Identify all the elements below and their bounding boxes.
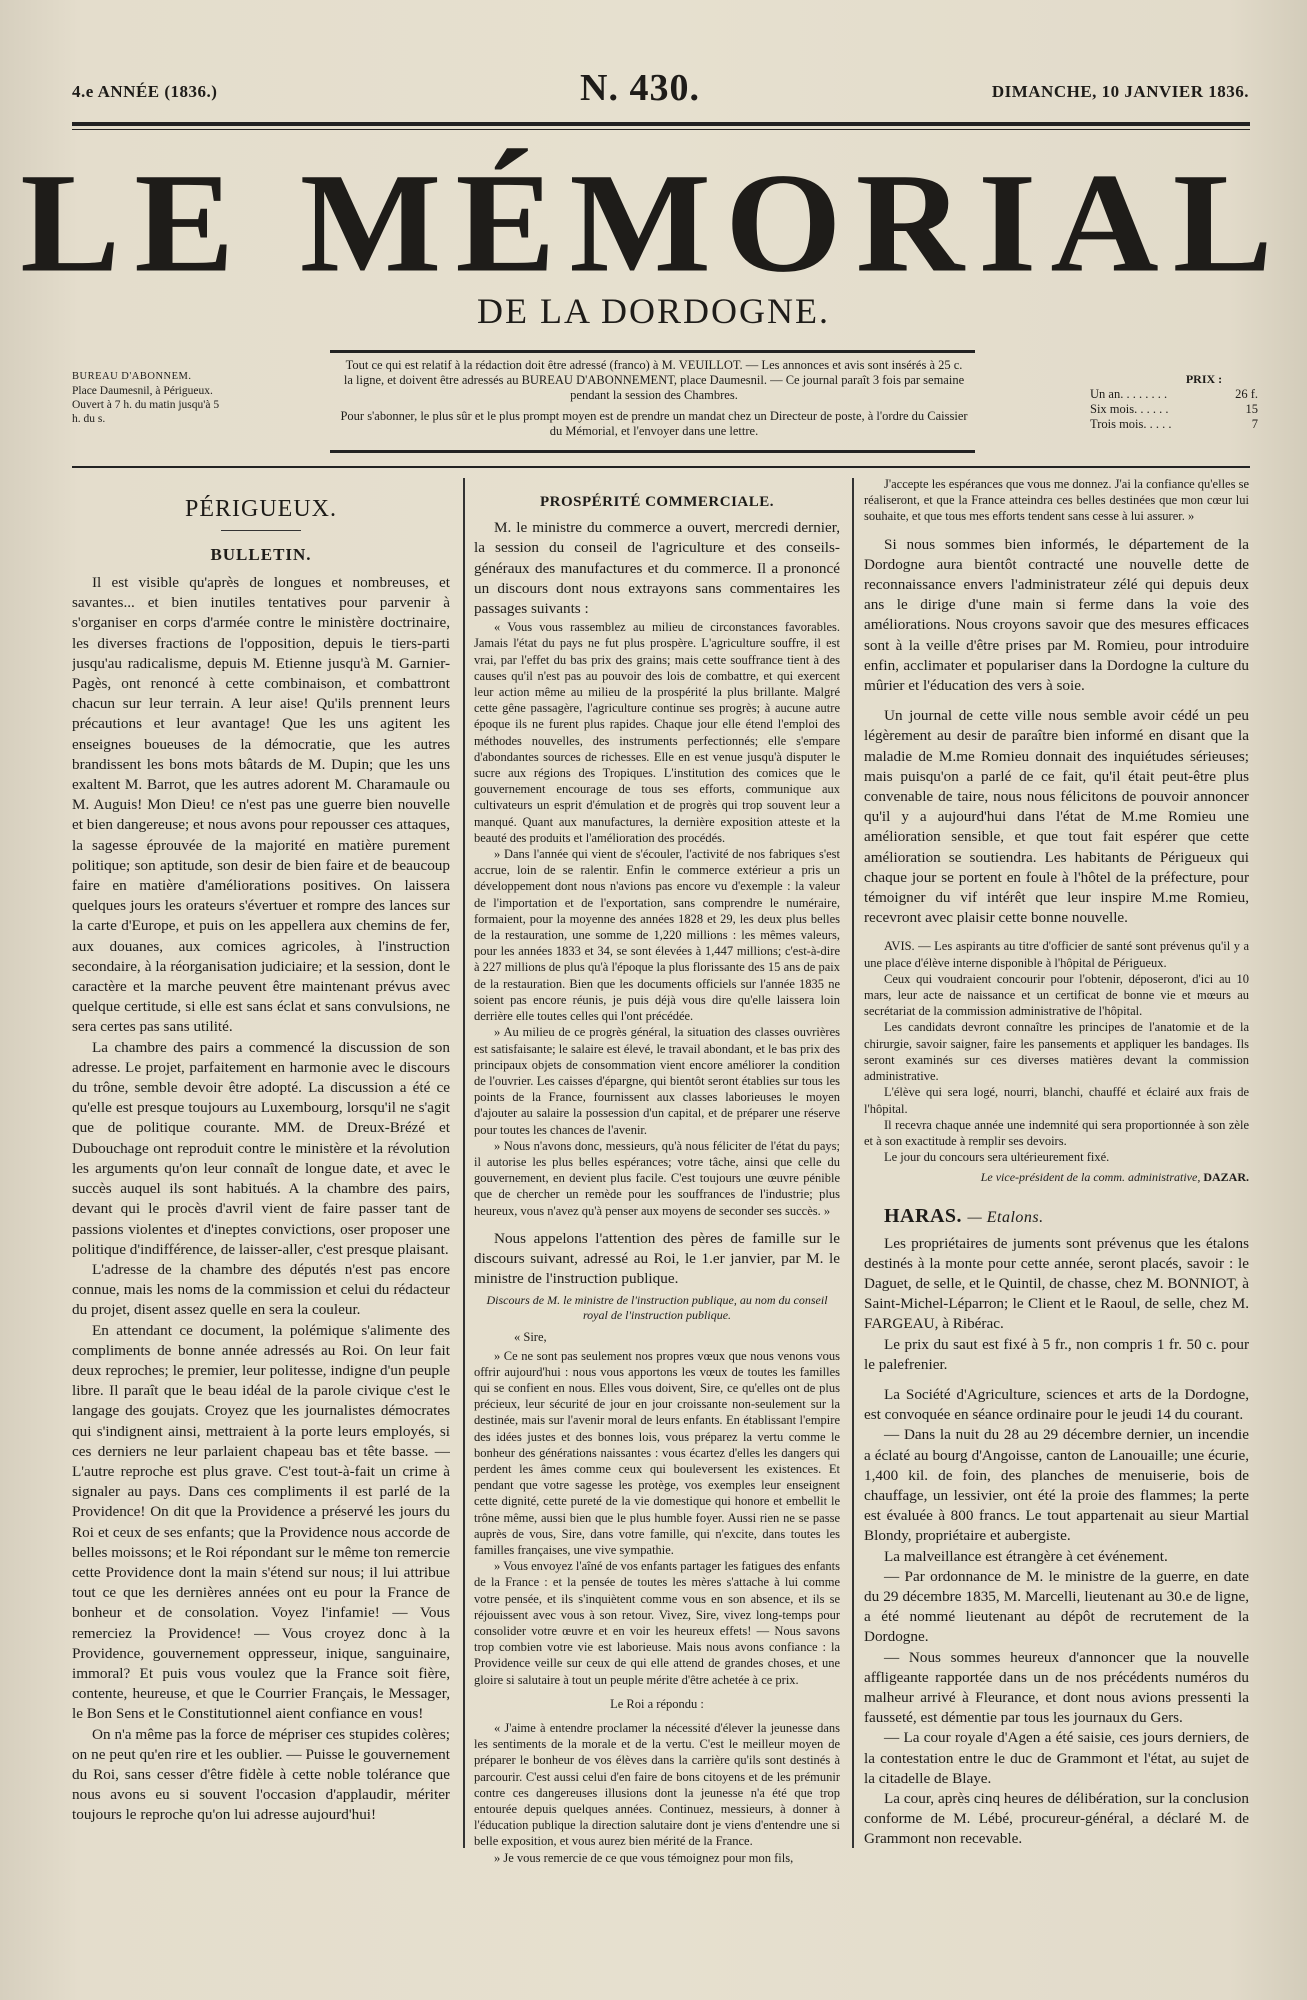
article-paragraph: M. le ministre du commerce a ouvert, mercredi dernier, la session du conseil de l'agriculture et des conseils-généraux des manufactures et du commerce. Il a prononcé un discours dont nous extrayons sans commentaires les passages suivants :: [474, 519, 840, 618]
masthead-bottom-rule: [72, 466, 1250, 468]
column-divider: [463, 478, 465, 1848]
heading-rule: [221, 530, 301, 531]
price-row: [1090, 417, 1258, 432]
speech-paragraph: » Nous n'avons donc, messieurs, qu'à nous féliciter de l'état du pays; il autorise les plus belles espérances; votre tâche, ainsi que celle du gouvernement, en devient plus facile. C'est toujours une œuvre pénible que de chercher un remède pour les souffrances de l'industrie; plus heureux, vous n'avez qu'à penser aux moyens de seconder ses succès. »: [474, 1138, 840, 1218]
news-paragraph: — Par ordonnance de M. le ministre de la guerre, en date du 29 décembre 1835, M. Marcelli, lieutenant au 30.e de ligne, a été nommé lieutenant au dépôt de recrutement de la Dordogne.: [864, 1567, 1249, 1646]
news-paragraph: La cour, après cinq heures de délibération, sur la conclusion conforme de M. Lébé, procureur-général, a déclaré M. de Grammont non recevable.: [864, 1790, 1249, 1848]
price-value: 15: [1245, 402, 1258, 416]
column-3: [864, 476, 1249, 1876]
column-2: [474, 476, 840, 1876]
speech-continuation: J'accepte les espérances que vous me donnez. J'ai la confiance qu'elles se réaliseront, et que la France atteindra ces belles destinées que mon cœur lui souhaite, et que tous mes efforts tendent sans cesse à lui assurer. »: [864, 477, 1249, 524]
article-paragraph: En attendant ce document, la polémique s'alimente des compliments de bonne année adressés au Roi. On leur fait deux reproches; le premier, leur politesse, indigne d'un peuple libre. Il paraît que le beau idéal de la parole civique c'est le langage des goujats. Croyez que les journalistes démocrates qui s'indignent ainsi, mettraient à la porte leurs employés, si ces derniers ne leur parlaient chapeau bas et tête basse. — L'autre reproche est plus grave. C'est tout-à-fait un crime à signaler au pays. Dans ces compliments il est parlé de la Providence! On dit que la Providence a préservé les jours du Roi et ceux de ses enfants; que la Providence nous accorde de belles moissons; et le Roi répondant sur le même ton remercie cette Providence dont la main s'étend sur nous; il lui attribue tout ce que les dernières années ont eu pour la France de bonheur et de consolation. Voyez l'infamie! — Vous remerciez la Providence! — Vous croyez donc à la Providence, gouvernement oppresseur, inique, sanguinaire, immoral? Et puis vous voulez que la France soit fière, contente, heureuse, et que le Courrier Français, le Messager, le Bon Sens et le Constitutionnel aient confiance en vous!: [72, 1321, 450, 1723]
notice-paragraph: Les candidats devront connaître les principes de l'anatomie et de la chirurgie, savoir saigner, faire les pansements et appliquer les bandages. Ils seront examinés sur ces diverses matières devant la commission administrative.: [864, 1020, 1249, 1084]
spacer: [864, 525, 1249, 535]
news-paragraph: — Nous sommes heureux d'annoncer que la nouvelle affligeante rapportée dans un de nos précédents numéros du malheur arrivé à Fleurance, et dont nous avions pressenti la fausseté, est démentie par tous les journaux du Gers.: [864, 1648, 1249, 1727]
price-row: [1090, 387, 1258, 402]
spacer: [864, 1375, 1249, 1385]
header-rule-thin: [72, 129, 1250, 130]
news-paragraph: — Dans la nuit du 28 au 29 décembre dernier, un incendie a éclaté au bourg d'Angoisse, canton de Lanouaille; une écurie, 1,400 kil. de foin, des planches de menuiserie, bois de chauffage, un lessivier, ont été la proie des flammes; la perte est évaluée à 800 francs. Le tout appartenait au sieur Martial Blondy, propriétaire et aubergiste.: [864, 1426, 1249, 1545]
column-divider: [852, 478, 854, 1848]
price-value: 7: [1251, 417, 1258, 431]
speech-paragraph: « Vous vous rassemblez au milieu de circonstances favorables. Jamais l'état du pays ne fut plus prospère. L'agriculture souffre, il est vrai, par l'effet du bas prix des grains; mais cette souffrance tient à des causes qu'il n'est pas au pouvoir des lois de combattre, et qui exercent leur action même au milieu de la prospérité la plus brillante. Malgré cette gêne passagère, l'agriculture continue ses progrès; à aucune autre époque ils ne furent plus rapides. Chaque jour elle étend l'emploi des méthodes nouvelles, des instruments perfectionnés; elle s'empare d'abondantes sources de richesses. Elle en est venue jusqu'à disputer le sucre aux régions des Tropiques. L'institution des comices que le gouvernement encourage de tous ses efforts, communique aux cultivateurs un esprit d'émulation et de progrès qui trop souvent leur a manqué. Quant aux manufactures, la dernière exposition atteste et la beauté des produits et l'amélioration des procédés.: [474, 620, 840, 845]
header-rule-thick: [72, 122, 1250, 126]
signature: [864, 1167, 1249, 1187]
speech-paragraph: » Dans l'année qui vient de s'écouler, l'activité de nos fabriques s'est accrue, loin de se ralentir. Enfin le commerce extérieur a pris un développement dont nous n'avions pas encore vu d'exemple : la valeur de l'importation et de l'exportation, sans comprendre le numéraire, formaient, pour la moyenne des années 1828 et 29, les deux plus belles de la restauration, une somme de 1,220 millions : les mêmes valeurs, pour les années 1833 et 34, se sont élevées à 1,447 millions; c'est-à-dire à 227 millions de plus qu'à l'époque la plus florissante des 15 ans de paix de la restauration. Bien que les documents officiels sur l'année 1835 ne soient pas encore réunis, je puis déjà vous dire qu'elle laissera loin derrière elle toutes celles qui l'ont précédée.: [474, 847, 840, 1024]
news-paragraph: La Société d'Agriculture, sciences et arts de la Dordogne, est convoquée en séance ordinaire pour le jeudi 14 du courant.: [864, 1385, 1249, 1424]
section-heading: PROSPÉRITÉ COMMERCIALE.: [539, 494, 775, 510]
notice-paragraph-1: Tout ce qui est relatif à la rédaction doit être adressé (franco) à M. VEUILLOT. — Les annonces et avis sont insérés à 25 c. la ligne, et doivent être adressés au BUREAU D'ABONNEMENT, place Daumesnil. — Ce journal paraît 3 fois par semaine pendant la session des Chambres.: [343, 358, 965, 402]
article-paragraph: Si nous sommes bien informés, le département de la Dordogne aura bientôt contracté une nouvelle dette de reconnaissance envers l'administrateur zélé qui depuis deux ans le dirige d'une main si ferme dans la voie des améliorations. Nous croyons savoir que des mesures efficaces sont à la veille d'être prises par M. Romieu, pour introduire enfin, acclimater et populariser dans la Dordogne la culture du mûrier et l'éducation des vers à soie.: [864, 535, 1249, 695]
notice-rule-bottom: [330, 450, 975, 453]
speech-paragraph: « J'aime à entendre proclamer la nécessité d'élever la jeunesse dans les sentiments de la morale et de la vertu. C'est le meilleur moyen de préparer le bonheur de vos élèves dans la carrière qu'ils sont destinés à parcourir. C'est aussi celui d'en faire de bons citoyens et de les prémunir contre ces dangereuses illusions dont la jeunesse n'a été que trop entourée depuis quelques années. Continuez, messieurs, à donner à l'éducation publique la direction salutaire dont je viens d'entendre une si belle exposition, et vous aurez bien mérité de la France.: [474, 1721, 840, 1849]
notice-paragraph: L'élève qui sera logé, nourri, blanchi, chauffé et éclairé aux frais de l'hôpital.: [864, 1085, 1249, 1116]
discourse-title: Discours de M. le ministre de l'instruction publique, au nom du conseil royal de l'instruction publique.: [486, 1293, 828, 1323]
column-1: [72, 476, 450, 1876]
haras-subtitle: — Etalons.: [967, 1208, 1044, 1226]
spacer: [864, 696, 1249, 706]
section-heading: [884, 1204, 1249, 1230]
price-label: Trois mois. . . . .: [1090, 417, 1172, 431]
spacer: [864, 928, 1249, 938]
article-paragraph: Nous appelons l'attention des pères de famille sur le discours suivant, adressé au Roi, le 1.er janvier, par M. le ministre de l'instruction publique.: [474, 1229, 840, 1288]
speech-paragraph: » Ce ne sont pas seulement nos propres vœux que nous venons vous offrir aujourd'hui : nous vous apportons les vœux de toutes les familles qui se confient en nous. Elles vous doivent, Sire, ce qu'elles ont de plus précieux, leur sécurité de jour en jour croissante non-seulement sur la destinée, mais sur l'avenir moral de leurs enfants. En établissant l'empire des idées justes et des bonnes lois, vous préparez la vertu comme le bonheur des générations naissantes : vous écartez d'elles les dangers qui perdent les âmes comme ceux qui bouleversent les existences. Et pendant que votre sagesse les protège, vos exemples leur enseignent cette dignité, cette pureté de la vie domestique qui honore et embellit le trône même, aussi bien que le plus humble foyer. Aussi rien ne se passe auprès de vous, Sire, dans votre famille, qui n'excite, dans toutes les familles françaises, une vive sympathie.: [474, 1348, 840, 1557]
speech-paragraph: » Vous envoyez l'aîné de vos enfants partager les fatigues des enfants de la France : et la pensée de toutes les mères s'attache à lui comme votre pensée, et ils s'inquiètent comme vous en son absence, et ils se réjouissent avec vous à son retour. Vivez, Sire, vivez long-temps pour consolider votre œuvre et en voir les heureux effets! — Nous savons trop combien votre vie est laborieuse. Mais nous avons confiance : la Providence veille sur ceux de qui elle attend de grandes choses, et une gloire si salutaire à tout un peuple mérite d'être achetée à ce prix.: [474, 1559, 840, 1687]
price-title: PRIX :: [1185, 372, 1223, 386]
section-heading: BULLETIN.: [210, 545, 312, 564]
notice-paragraph: AVIS. — Les aspirants au titre d'officier de santé sont prévenus qu'il y a une place d'élève interne disponible à l'hôpital de Périgueux.: [864, 939, 1249, 970]
city-heading: PÉRIGUEUX.: [185, 496, 337, 522]
notice-rule-top: [330, 350, 975, 353]
article-paragraph: Un journal de cette ville nous semble avoir cédé un peu légèrement au desir de paraître bien informé en disant que la maladie de M.me Romieu donnait des inquiétudes sérieuses; mais puisqu'on a parlé de ce fait, qu'il était peut-être plus convenable de taire, nous nous félicitons de pouvoir annoncer qu'il y a aujourd'hui dans l'état de M.me Romieu une amélioration sensible, et que tout fait espérer que cette amélioration se soutiendra. Les habitants de Périgueux qui chaque jour se portent en foule à l'hôtel de la préfecture, pour témoigner du vif intérêt que leur inspire M.me Romieu, recevront avec plaisir cette bonne nouvelle.: [864, 707, 1249, 927]
article-paragraph: Le prix du saut est fixé à 5 fr., non compris 1 fr. 50 c. pour le palefrenier.: [864, 1335, 1249, 1373]
spacer: [474, 1219, 840, 1229]
article-paragraph: On n'a même pas la force de mépriser ces stupides colères; on ne peut qu'en rire et les oublier. — Puisse le gouvernement du Roi, sans cesser d'être fidèle à cette noble tolérance que nous avons eu si souvent l'occasion d'applaudir, mériter toujours le reproche qu'on lui adresse aujourd'hui!: [72, 1725, 450, 1824]
price-label: Six mois. . . . . .: [1090, 402, 1169, 416]
bureau-text: Place Daumesnil, à Périgueux. Ouvert à 7 h. du matin jusqu'à 5 h. du s.: [72, 385, 220, 425]
article-paragraph: Les propriétaires de juments sont prévenus que les étalons destinés à la monte pour cette année, seront placés, savoir : le Daguet, de selle, et le Quintil, de chasse, chez M. BONNIOT, à Saint-Michel-Léparron; le Client et le Raoul, de selle, chez M. FARGEAU, à Ribérac.: [864, 1234, 1249, 1333]
article-paragraph: La chambre des pairs a commencé la discussion de son adresse. Le projet, parfaitement en harmonie avec le discours du trône, semble devoir être adopté. La discussion a été ce qu'elle est presque toujours au Luxembourg, lorsqu'il ne s'agit que de politique courante. MM. de Dreux-Brézé et Dubouchage ont reproduit contre le ministère et la révolution les arguments qu'on leur connaît de longue date, et avec le succès auquel ils sont habitués. A la chambre des pairs, devant qui le procès d'avril vient de faire passer tant de passions violentes et d'ineptes convictions, oser proposer une politique d'indifférence, de laisser-aller, c'est presque plaisant.: [72, 1038, 450, 1258]
price-row: [1090, 402, 1258, 417]
notice-paragraph: Le jour du concours sera ultérieurement fixé.: [884, 1150, 1110, 1165]
notice-paragraph: Il recevra chaque année une indemnité qui sera proportionnée à son zèle et à son exactitude à remplir ses devoirs.: [864, 1117, 1249, 1148]
bureau-title: BUREAU D'ABONNEM.: [72, 371, 192, 382]
news-paragraph: La malveillance est étrangère à cet événement.: [884, 1547, 1168, 1565]
article-paragraph: L'adresse de la chambre des députés n'est pas encore connue, mais les noms de la commission et celui du rédacteur du projet, disent assez quelle en sera la couleur.: [72, 1260, 450, 1319]
issue-number: N. 430.: [580, 67, 700, 109]
notice-paragraph: Ceux qui voudraient concourir pour l'obtenir, déposeront, d'ici au 10 mars, leur acte de naissance et un certificat de bonne vie et mœurs au secrétariat de la commission administrative de l'hôpital.: [864, 971, 1249, 1019]
editorial-notice: [340, 358, 968, 445]
article-paragraph: Il est visible qu'après de longues et nombreuses, et savantes... et bien inutiles tentatives pour parvenir à s'organiser en corps d'armée contre le ministère doctrinaire, les diverses fractions de l'opposition, depuis le tiers-parti jusqu'au radicalisme, depuis M. Etienne jusqu'à M. Garnier-Pagès, ont renoncé à cette combinaison, et combattront chacun sur leur terrain. A leur aise! Qu'ils prennent leurs précautions et leur avantage! Que les uns agitent les enseignes boueuses de la démocratie, que les autres brandissent les bons mots bâtards de M. Dupin; que les uns exaltent M. Barrot, que les autres adorent M. Charamaule ou M. Auguis! Mon Dieu! ce n'est pas une guerre bien nouvelle et bien dangereuse; et nous avons pour repousser ces attaques, la sagesse éprouvée de la majorité en matière purement politique; son aptitude, son desir de bien faire et de beaucoup faire en matière d'améliorations positives. On laissera quelques jours les orateurs s'évertuer et rompre des lances sur la carte d'Europe, et puis on les appellera aux chemins de fer, aux douanes, aux comices agricoles, à l'instruction secondaire, à la réorganisation judiciaire; et la session, dont le caractère et la marche peuvent être maintenant prévus avec quelque certitude, si elle est sans éclat et sans convulsions, ne sera certes pas sans utilité.: [72, 574, 450, 1036]
issue-date: DIMANCHE, 10 JANVIER 1836.: [991, 82, 1249, 101]
price-label: Un an. . . . . . . .: [1090, 387, 1168, 401]
signature-name: DAZAR.: [1203, 1170, 1249, 1185]
haras-title: HARAS.: [884, 1204, 963, 1227]
edition-year: 4.e ANNÉE (1836.): [72, 82, 218, 101]
price-list: [1090, 372, 1258, 432]
king-reply-heading: Le Roi a répondu :: [610, 1696, 704, 1711]
subscription-office: [72, 370, 230, 426]
masthead-subtitle: DE LA DORDOGNE.: [477, 291, 830, 331]
price-value: 26 f.: [1235, 387, 1258, 401]
masthead-title: LE MÉMORIAL: [20, 144, 1287, 302]
news-paragraph: — La cour royale d'Agen a été saisie, ces jours derniers, de la contestation entre le duc de Grammont et l'état, au sujet de la citadelle de Blaye.: [864, 1729, 1249, 1787]
speech-paragraph: » Au milieu de ce progrès général, la situation des classes ouvrières est satisfaisante; le salaire est élevé, le travail abondant, et le bas prix des principaux objets de consommation vient encore améliorer la condition de l'ouvrier. Les caisses d'épargne, qui bientôt seront établies sur tous les points de la France, fournissent aux classes laborieuses le moyen d'ajouter au salaire la possession d'un capital, et de préparer une réserve pour toutes les chances de l'avenir.: [474, 1025, 840, 1137]
notice-paragraph-2: Pour s'abonner, le plus sûr et le plus prompt moyen est de prendre un mandat chez un Directeur de poste, à l'ordre du Caissier du Mémorial, et l'envoyer dans une lettre.: [340, 409, 968, 438]
salutation: « Sire,: [514, 1330, 547, 1345]
speech-paragraph: » Je vous remercie de ce que vous témoignez pour mon fils,: [494, 1850, 794, 1865]
signature-title: Le vice-président de la comm. administrative,: [980, 1170, 1201, 1185]
